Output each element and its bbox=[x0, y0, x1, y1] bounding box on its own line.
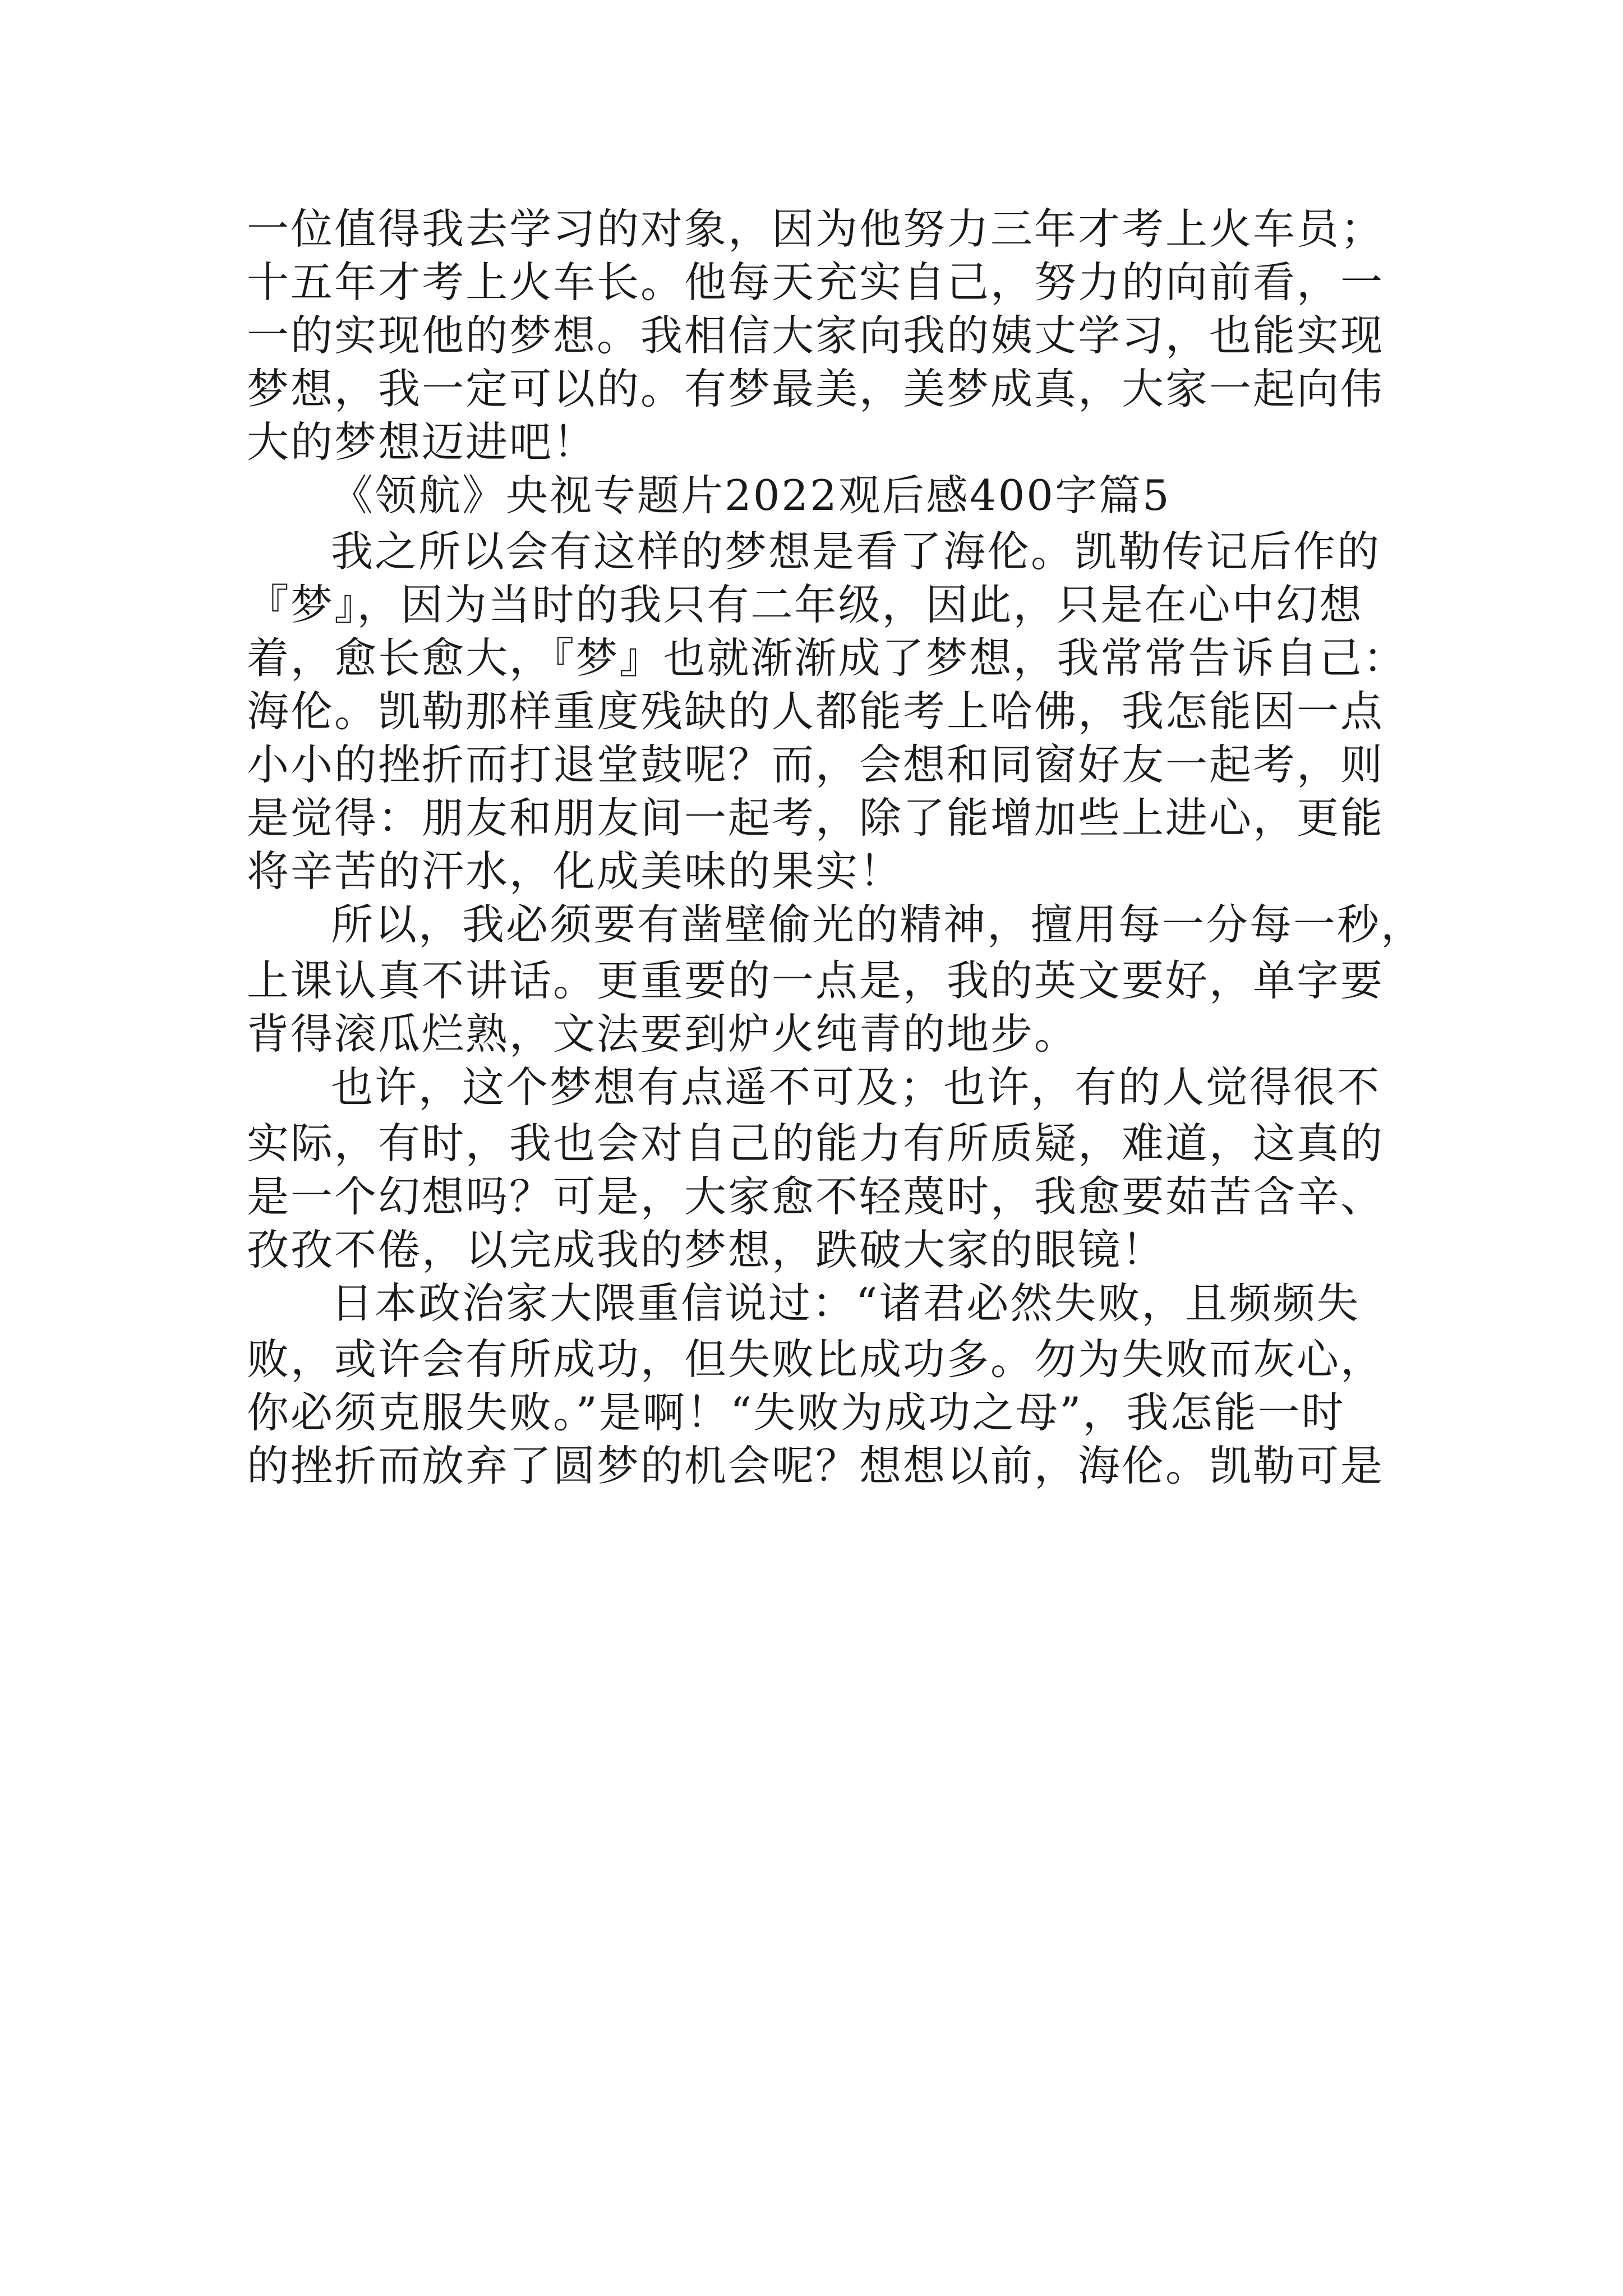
text-line: 将辛苦的汗水，化成美味的果实！ bbox=[247, 846, 903, 896]
paragraph-first-line: 日本政治家大隈重信说过：“诸君必然失败，且频频失 bbox=[331, 1278, 1361, 1328]
paragraph-first-line: 也许，这个梦想有点遥不可及；也许，有的人觉得很不 bbox=[331, 1062, 1381, 1112]
text-line: 一的实现他的梦想。我相信大家向我的姨丈学习，也能实现 bbox=[247, 311, 1385, 360]
text-line: 的挫折而放弃了圆梦的机会呢？想想以前，海伦。凯勒可是 bbox=[247, 1441, 1385, 1490]
text-line: 孜孜不倦，以完成我的梦想，跌破大家的眼镜！ bbox=[247, 1225, 1166, 1274]
text-line: 一位值得我去学习的对象，因为他努力三年才考上火车员； bbox=[247, 204, 1385, 254]
text-line: 是一个幻想吗？可是，大家愈不轻蔑时，我愈要茹苦含辛、 bbox=[247, 1172, 1385, 1221]
paragraph-first-line: 所以，我必须要有凿壁偷光的精神，擅用每一分每一秒， bbox=[331, 900, 1425, 949]
text-line: 小小的挫折而打退堂鼓呢？而，会想和同窗好友一起考，则 bbox=[247, 740, 1385, 789]
text-line: 背得滚瓜烂熟，文法要到炉火纯青的地步。 bbox=[247, 1009, 1078, 1059]
text-line: 实际，有时，我也会对自己的能力有所质疑，难道，这真的 bbox=[247, 1119, 1385, 1168]
text-line: 是觉得：朋友和朋友间一起考，除了能增加些上进心，更能 bbox=[247, 793, 1385, 843]
text-line: 十五年才考上火车长。他每天充实自己，努力的向前看，一 bbox=[247, 257, 1385, 307]
text-line: 败，或许会有所成功，但失败比成功多。勿为失败而灰心， bbox=[247, 1335, 1385, 1384]
text-line: 梦想，我一定可以的。有梦最美，美梦成真，大家一起向伟 bbox=[247, 364, 1385, 413]
text-line: 你必须克服失败。”是啊！“失败为成功之母”，我怎能一时 bbox=[247, 1388, 1345, 1437]
text-line: 着，愈长愈大，『梦』也就渐渐成了梦想，我常常告诉自己： bbox=[247, 633, 1407, 683]
text-line: 上课认真不讲话。更重要的一点是，我的英文要好，单字要 bbox=[247, 956, 1385, 1005]
paragraph-first-line: 《领航》央视专题片2022观后感400字篇5 bbox=[331, 471, 1171, 520]
text-line: 『梦』，因为当时的我只有二年级，因此，只是在心中幻想 bbox=[247, 580, 1363, 629]
paragraph-first-line: 我之所以会有这样的梦想是看了海伦。凯勒传记后作的 bbox=[331, 527, 1381, 576]
text-line: 大的梦想迈进吧！ bbox=[247, 417, 597, 467]
text-line: 海伦。凯勒那样重度残缺的人都能考上哈佛，我怎能因一点 bbox=[247, 687, 1385, 736]
